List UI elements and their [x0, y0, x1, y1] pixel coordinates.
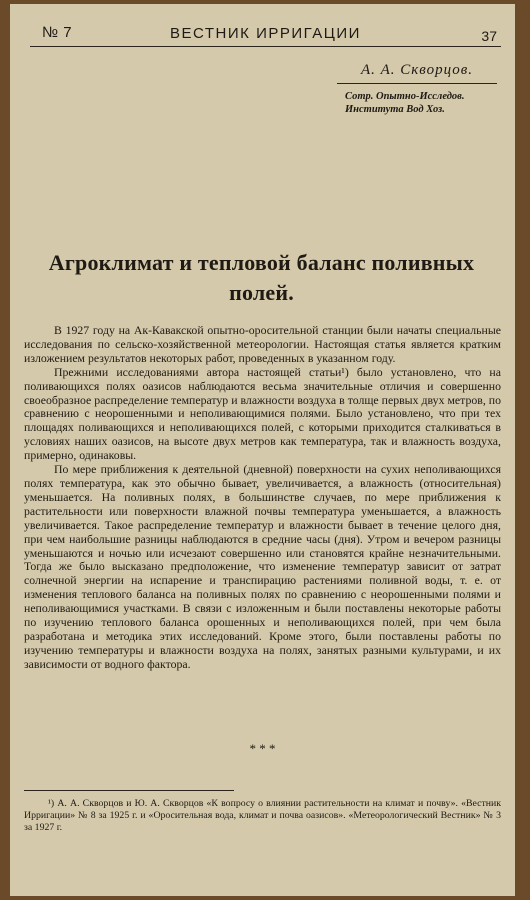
author-block	[337, 62, 497, 116]
article-body	[24, 324, 501, 672]
footnote-divider	[24, 790, 234, 791]
article-title: Агроклимат и тепловой баланс поливных полей.	[48, 250, 475, 305]
page-number: 37	[481, 28, 497, 44]
journal-title: ВЕСТНИК ИРРИГАЦИИ	[170, 25, 361, 42]
paragraph: По мере приближения к деятельной (дневной) поверхности на сухих неполивающихся полях температура, как это обычно бывает, увеличивается, а влажность (относительная) уменьшается. На поливных полях, в большинстве случаев, по мере приближения к растительности или поверхности влажной почвы температура уменьшается, а влажность увеличивается. Такое распределение температур и влажности бывает в течение целого дня, при чем наибольшие разницы наблюдаются в средние часы (дня). Утром и вечером разницы уменьшаются и ночью или исчезают совершенно или становятся крайне незначительными. Тогда же было высказано предположение, что изменение температур зависит от затрат солнечной энергии на испарение и транспирацию растениями поливной воды, т. е. от изменения теплового баланса на поливных полях по сравнению с неорошенными полями и неполивающимися участками. В связи с изложенным и были поставлены некоторые работы по изучению теплового баланса орошенных и неполивающихся полей, при чем была разработана и методика этих исследований. Кроме этого, были поставлены работы по изучению температуры и влажности воздуха на полях, занятых разными культурами, и их зависимости от водного фактора.	[24, 462, 501, 671]
running-header	[30, 22, 501, 47]
issue-number: № 7	[42, 24, 73, 41]
author-affiliation-line1: Сотр. Опытно-Исследов.	[345, 91, 465, 102]
paragraph: Прежними исследованиями автора настоящей статьи¹) было установлено, что на поливающихся полях оазисов наблюдаются весьма значительные отличия и совершенно своеобразное распределение температур и влажности воздуха в толще первых двух метров, по сравнению с неорошенными и неполивающимися полями. Было установлено, что при тех площадях поливающихся и неполивающихся полей, с которыми приходится сталкиваться в условиях наших оазисов, на высоте двух метров как температура, так и влажность воздуха, примерно, одинаковы.	[24, 364, 501, 463]
journal-page	[10, 4, 515, 896]
author-affiliation-line2: Института Вод Хоз.	[345, 104, 445, 115]
section-separator: * * *	[249, 741, 276, 756]
footnote: ¹) А. А. Скворцов и Ю. А. Скворцов «К вопросу о влиянии растительности на климат и почву». «Вестник Ирригации» № 8 за 1925 г. и «Оросительная вода, климат и почва оазисов». «Метеорологический Вестник» № 3 за 1927 г.	[24, 798, 501, 833]
author-name: А. А. Скворцов.	[337, 62, 497, 84]
paragraph: В 1927 году на Ак-Кавакской опытно-оросительной станции были начаты специальные исследования по сельско-хозяйственной метеорологии. Настоящая статья является кратким изложением результатов некоторых работ, проведенных в указанном году.	[24, 323, 501, 365]
